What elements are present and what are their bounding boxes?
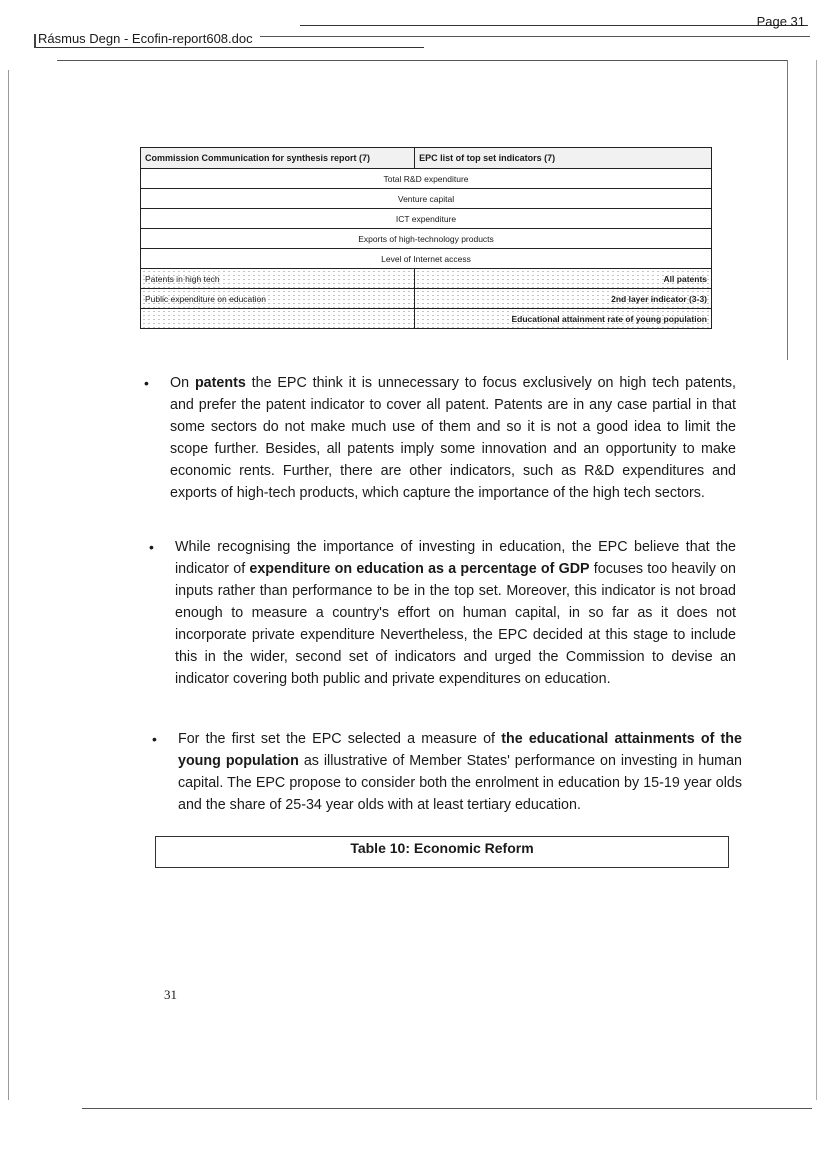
- text-run: For the first set the EPC selected a measure of: [178, 731, 502, 747]
- page-number: 31: [164, 987, 177, 1002]
- table-header-left: Commission Communication for synthesis report (7): [141, 148, 415, 169]
- bullet-text: [170, 372, 736, 504]
- table-row: [141, 189, 712, 209]
- scan-left-edge: [8, 70, 9, 1100]
- table-cell-right: 2nd layer indicator (3-3): [415, 289, 712, 309]
- indicator-table: [140, 147, 712, 329]
- table-header-row: [141, 148, 712, 169]
- table-row: [141, 209, 712, 229]
- scan-right-edge: [816, 60, 817, 1100]
- table-row: [141, 169, 712, 189]
- bullet-text: [178, 728, 742, 816]
- text-run: focuses too heavily on inputs rather than performance to be in the top set. Moreover, this indicator is not broad enough to measure a country's effort on human capital, in so far as it does not incorporate private expenditure Nevertheless, the EPC decided at this stage to include this in the wider, second set of indicators and urged the Commission to devise an indicator covering both public and private expenditures on education.: [175, 561, 736, 687]
- table-title-box: [155, 836, 729, 868]
- bullet-educational-attainment: [152, 728, 742, 816]
- page-label: Page 31: [756, 14, 805, 29]
- table-cell: Total R&D expenditure: [141, 169, 712, 189]
- table-cell-left: Public expenditure on education: [141, 289, 415, 309]
- header-rule-short: [260, 36, 810, 37]
- table-row: [141, 269, 712, 289]
- table-row: [141, 249, 712, 269]
- text-run: the EPC think it is unnecessary to focus exclusively on high tech patents, and prefer the patent indicator to cover all patent. Patents are in any case partial in that some sectors do not make much use of them and so it is not a good idea to limit the scope further. Besides, all patents imply some innovation and an opportunity to make economic rents. Further, there are other indicators, such as R&D expenditures and exports of high-tech products, which capture the importance of the high tech sectors.: [170, 375, 736, 501]
- text-run: On: [170, 375, 195, 391]
- bullet-patents: [144, 372, 736, 504]
- table-cell-left: [141, 309, 415, 329]
- table-cell: Level of Internet access: [141, 249, 712, 269]
- table-cell: Venture capital: [141, 189, 712, 209]
- text-run: as illustrative of Member States' performance on investing in human capital. The EPC propose to consider both the enrolment in education by 15-19 year olds and the share of 25-34 year olds with at least tertiary education.: [178, 753, 742, 813]
- table-row: [141, 229, 712, 249]
- header-rule-top: [300, 25, 808, 26]
- bullet-dot: •: [149, 539, 154, 555]
- doc-label-bar: [34, 34, 36, 48]
- table-cell-right: Educational attainment rate of young population: [415, 309, 712, 329]
- table-header-right: EPC list of top set indicators (7): [415, 148, 712, 169]
- frame-top-rule: [57, 60, 788, 61]
- table-cell-left: Patents in high tech: [141, 269, 415, 289]
- table-cell: ICT expenditure: [141, 209, 712, 229]
- bullet-text: [175, 536, 736, 690]
- table-row: [141, 309, 712, 329]
- bullet-dot: •: [152, 731, 157, 747]
- bullet-dot: •: [144, 375, 149, 391]
- bold-phrase: the educational attainments of the young population: [178, 731, 742, 769]
- frame-right-rule: [787, 60, 788, 360]
- header-rule-bottom: [34, 47, 424, 48]
- text-run: While recognising the importance of investing in education, the EPC believe that the indicator of: [175, 539, 736, 577]
- table-title: Table 10: Economic Reform: [350, 840, 534, 856]
- table-row: [141, 289, 712, 309]
- bold-phrase: patents: [194, 375, 246, 391]
- table-cell: Exports of high-technology products: [141, 229, 712, 249]
- bold-phrase: expenditure on education as a percentage of GDP: [249, 561, 590, 577]
- bullet-education-expenditure: [149, 536, 736, 690]
- footer-rule: [82, 1108, 812, 1109]
- document-label: Rásmus Degn - Ecofin-report608.doc: [38, 31, 253, 46]
- table-cell-right: All patents: [415, 269, 712, 289]
